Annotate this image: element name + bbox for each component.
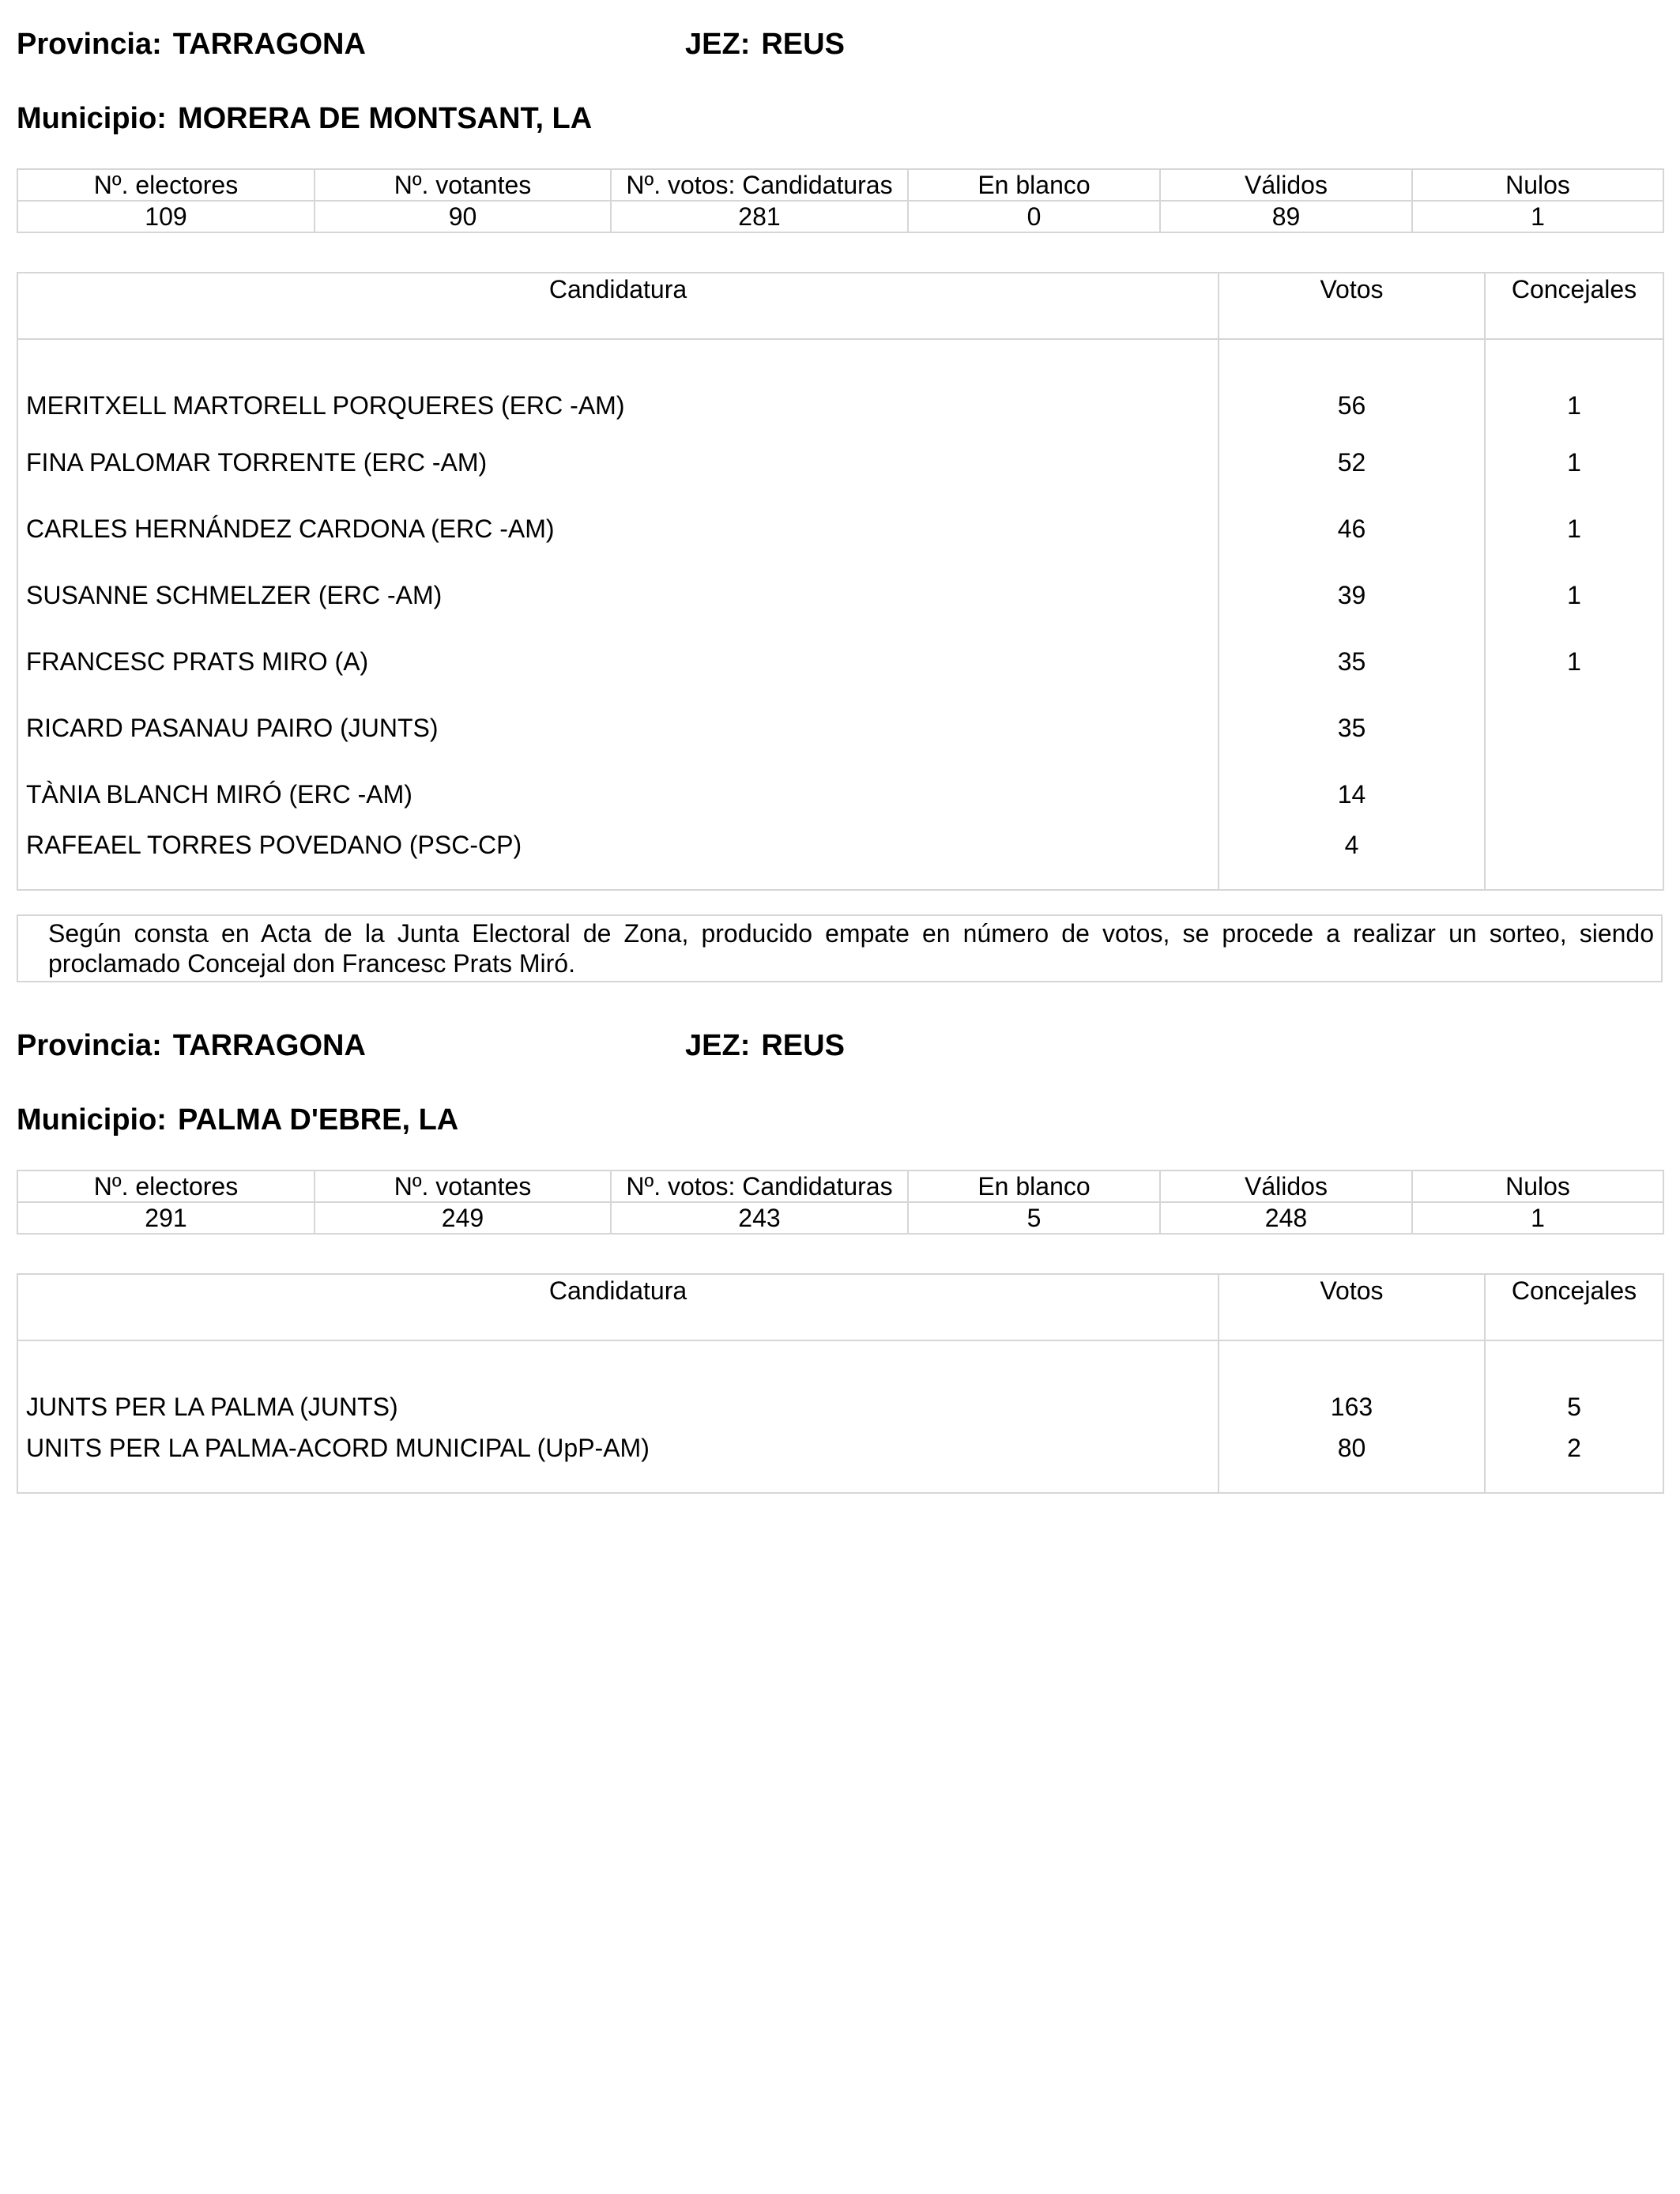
table-row bbox=[17, 1340, 1663, 1431]
candidate-seats bbox=[1485, 761, 1663, 827]
header-validos: Válidos bbox=[1160, 169, 1412, 201]
summary-table bbox=[17, 168, 1664, 233]
provincia-line bbox=[17, 25, 366, 63]
summary-table bbox=[17, 1170, 1664, 1235]
candidate-name: RAFEAEL TORRES POVEDANO (PSC-CP) bbox=[17, 827, 1219, 890]
header-votos: Votos bbox=[1219, 1274, 1485, 1340]
candidate-seats bbox=[1485, 695, 1663, 761]
table-row bbox=[17, 339, 1663, 429]
header-votos-candidaturas: Nº. votos: Candidaturas bbox=[611, 1171, 908, 1202]
table-row bbox=[17, 695, 1663, 761]
value-electores: 291 bbox=[17, 1202, 315, 1234]
summary-value-row bbox=[17, 201, 1663, 232]
jez-label: JEZ: bbox=[685, 28, 751, 61]
candidate-seats bbox=[1485, 827, 1663, 890]
candidate-votes: 35 bbox=[1219, 695, 1485, 761]
provincia-label: Provincia: bbox=[17, 28, 162, 61]
value-validos: 248 bbox=[1160, 1202, 1412, 1234]
value-nulos: 1 bbox=[1412, 201, 1663, 232]
header-electores: Nº. electores bbox=[17, 169, 315, 201]
provincia-value: TARRAGONA bbox=[172, 28, 366, 61]
jez-value: REUS bbox=[761, 1029, 845, 1062]
value-votantes: 90 bbox=[315, 201, 611, 232]
table-row bbox=[17, 562, 1663, 628]
header-electores: Nº. electores bbox=[17, 1171, 315, 1202]
candidate-seats: 1 bbox=[1485, 339, 1663, 429]
provincia-line bbox=[17, 1027, 366, 1065]
candidate-votes: 14 bbox=[1219, 761, 1485, 827]
header-en-blanco: En blanco bbox=[908, 169, 1160, 201]
municipio-label: Municipio: bbox=[17, 1103, 167, 1137]
candidate-name: SUSANNE SCHMELZER (ERC -AM) bbox=[17, 562, 1219, 628]
value-electores: 109 bbox=[17, 201, 315, 232]
jez-label: JEZ: bbox=[685, 1029, 751, 1062]
summary-header-row bbox=[17, 169, 1663, 201]
value-validos: 89 bbox=[1160, 201, 1412, 232]
jez-line bbox=[685, 25, 845, 63]
table-row bbox=[17, 827, 1663, 890]
municipio-value: PALMA D'EBRE, LA bbox=[177, 1103, 459, 1137]
candidates-table bbox=[17, 1273, 1664, 1494]
municipio-line bbox=[17, 1101, 458, 1139]
provincia-label: Provincia: bbox=[17, 1029, 162, 1062]
header-concejales: Concejales bbox=[1485, 273, 1663, 339]
candidate-votes: 35 bbox=[1219, 628, 1485, 695]
table-row bbox=[17, 761, 1663, 827]
candidate-votes: 56 bbox=[1219, 339, 1485, 429]
value-nulos: 1 bbox=[1412, 1202, 1663, 1234]
candidate-seats: 1 bbox=[1485, 429, 1663, 496]
candidate-votes: 80 bbox=[1219, 1431, 1485, 1493]
candidate-votes: 163 bbox=[1219, 1340, 1485, 1431]
table-row bbox=[17, 1431, 1663, 1493]
candidate-name: RICARD PASANAU PAIRO (JUNTS) bbox=[17, 695, 1219, 761]
tie-note: Según consta en Acta de la Junta Electoral de Zona, producido empate en número de votos, se procede a realizar un sorteo, siendo proclamado Concejal don Francesc Prats Miró. bbox=[17, 914, 1663, 982]
candidate-seats: 2 bbox=[1485, 1431, 1663, 1493]
value-votos-candidaturas: 243 bbox=[611, 1202, 908, 1234]
value-en-blanco: 0 bbox=[908, 201, 1160, 232]
table-row bbox=[17, 628, 1663, 695]
value-votantes: 249 bbox=[315, 1202, 611, 1234]
header-votantes: Nº. votantes bbox=[315, 1171, 611, 1202]
candidate-votes: 52 bbox=[1219, 429, 1485, 496]
candidate-votes: 39 bbox=[1219, 562, 1485, 628]
table-row bbox=[17, 429, 1663, 496]
candidate-seats: 1 bbox=[1485, 628, 1663, 695]
header-concejales: Concejales bbox=[1485, 1274, 1663, 1340]
candidate-name: UNITS PER LA PALMA-ACORD MUNICIPAL (UpP-AM) bbox=[17, 1431, 1219, 1493]
candidate-seats: 5 bbox=[1485, 1340, 1663, 1431]
municipio-label: Municipio: bbox=[17, 102, 167, 135]
candidate-name: JUNTS PER LA PALMA (JUNTS) bbox=[17, 1340, 1219, 1431]
candidates-header-row bbox=[17, 1274, 1663, 1340]
candidate-name: FINA PALOMAR TORRENTE (ERC -AM) bbox=[17, 429, 1219, 496]
candidate-votes: 4 bbox=[1219, 827, 1485, 890]
value-votos-candidaturas: 281 bbox=[611, 201, 908, 232]
header-en-blanco: En blanco bbox=[908, 1171, 1160, 1202]
header-validos: Válidos bbox=[1160, 1171, 1412, 1202]
municipio-line bbox=[17, 100, 592, 138]
jez-line bbox=[685, 1027, 845, 1065]
summary-header-row bbox=[17, 1171, 1663, 1202]
candidate-name: TÀNIA BLANCH MIRÓ (ERC -AM) bbox=[17, 761, 1219, 827]
header-candidatura: Candidatura bbox=[17, 273, 1219, 339]
candidate-seats: 1 bbox=[1485, 562, 1663, 628]
candidate-seats: 1 bbox=[1485, 496, 1663, 562]
candidate-name: MERITXELL MARTORELL PORQUERES (ERC -AM) bbox=[17, 339, 1219, 429]
provincia-value: TARRAGONA bbox=[172, 1029, 366, 1062]
header-votantes: Nº. votantes bbox=[315, 169, 611, 201]
municipio-value: MORERA DE MONTSANT, LA bbox=[177, 102, 593, 135]
header-votos: Votos bbox=[1219, 273, 1485, 339]
header-candidatura: Candidatura bbox=[17, 1274, 1219, 1340]
header-nulos: Nulos bbox=[1412, 169, 1663, 201]
header-votos-candidaturas: Nº. votos: Candidaturas bbox=[611, 169, 908, 201]
candidate-votes: 46 bbox=[1219, 496, 1485, 562]
value-en-blanco: 5 bbox=[908, 1202, 1160, 1234]
table-row bbox=[17, 496, 1663, 562]
candidates-table bbox=[17, 272, 1664, 891]
header-nulos: Nulos bbox=[1412, 1171, 1663, 1202]
jez-value: REUS bbox=[761, 28, 845, 61]
candidates-header-row bbox=[17, 273, 1663, 339]
candidate-name: FRANCESC PRATS MIRO (A) bbox=[17, 628, 1219, 695]
candidate-name: CARLES HERNÁNDEZ CARDONA (ERC -AM) bbox=[17, 496, 1219, 562]
summary-value-row bbox=[17, 1202, 1663, 1234]
